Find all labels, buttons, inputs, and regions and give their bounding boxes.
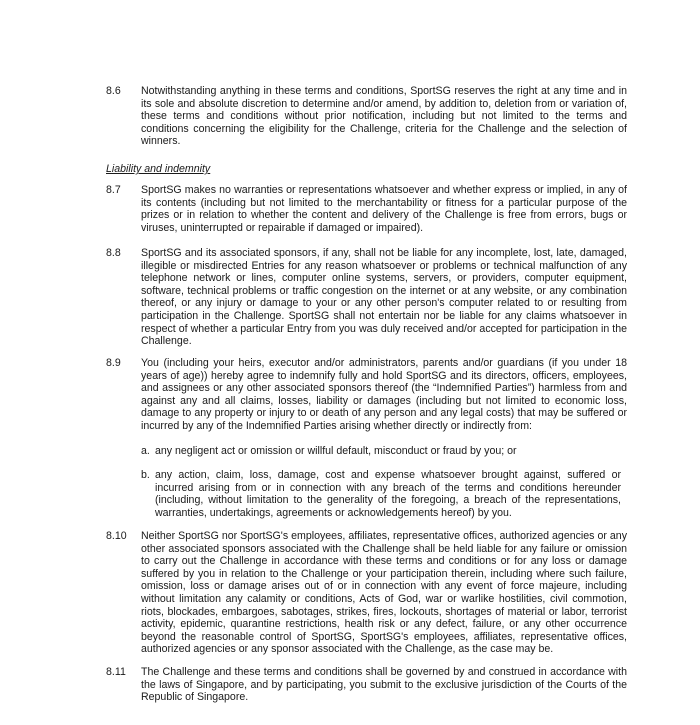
clause-text: Neither SportSG nor SportSG's employees, affiliates, representative offices, authorized agencies or any other associated sponsors associated with the Challenge shall be held liable for any failure or omission to carry out the Challenge in accordance with these terms and conditions or for any loss or damage suffered by you in relation to the Challenge or your participation therein, including where such failure, omission, loss or damage arises out of or in connection with any event of force majeure, including without limitation any calamity or conditions, Acts of God, war or warlike hostilities, civil commotion, riots, blockades, embargoes, sabotages, strikes, fires, lockouts, shortages of material or labor, terrorist activity, epidemic, quarantine restrictions, health risk or any defect, failure, or any other occurrence beyond the reasonable control of SportSG, SportSG's employees, affiliates, representative offices, authorized agencies or any sponsor associated with the Challenge, as the case may be.: [141, 530, 627, 656]
sub-text: any negligent act or omission or willful default, misconduct or fraud by you; or: [155, 445, 517, 457]
sub-letter: b.: [141, 469, 150, 481]
clause-text: SportSG makes no warranties or representations whatsoever and whether express or implied, in any of its contents (including but not limited to the merchantability or fitness for a particular purpose of the prizes or in relation to whether the content and delivery of the Challenge is free from errors, bugs or viruses, uninterrupted or repairable if damaged or impaired).: [141, 184, 627, 234]
clause-number: 8.11: [106, 666, 126, 678]
clause-text: You (including your heirs, executor and/or administrators, parents and/or guardians (if you under 18 years of age)) hereby agree to indemnify fully and hold SportSG and its directors, officers, employees, and assignees or any other associated sponsors thereof (the “Indemnified Parties”) harmless from and against any and all claims, losses, liability or damages (including but not limited to economic loss, damage to any property or injury to or death of any person and any legal costs) that may be suffered or incurred by any of the Indemnified Parties arising whether directly or indirectly from:: [141, 357, 627, 432]
clause-number: 8.6: [106, 85, 121, 97]
section-heading-liability: Liability and indemnity: [106, 163, 211, 175]
clause-text: The Challenge and these terms and conditions shall be governed by and construed in accordance with the laws of Singapore, and by participating, you submit to the exclusive jurisdiction of the Courts of the Republic of Singapore.: [141, 666, 627, 704]
clause-number: 8.10: [106, 530, 127, 542]
clause-text: Notwithstanding anything in these terms and conditions, SportSG reserves the right at any time and in its sole and absolute discretion to determine and/or amend, by addition to, deletion from or variation of, these terms and conditions without prior notification, including but not limited to the terms and conditions concerning the eligibility for the Challenge, criteria for the Challenge and the selection of winners.: [141, 85, 627, 148]
sub-letter: a.: [141, 445, 150, 457]
clause-text: SportSG and its associated sponsors, if any, shall not be liable for any incomplete, lost, late, damaged, illegible or misdirected Entries for any reason whatsoever or problems or technical malfunction of any telephone network or lines, computer online systems, servers, or providers, computer equipment, software, technical problems or traffic congestion on the internet or at any website, or any combination thereof, or any injury or damage to your or any other person's computer related to or resulting from participation in the Challenge. SportSG shall not entertain nor be liable for any claims whatsoever in respect of whether a particular Entry from you was duly received and/or accepted for participation in the Challenge.: [141, 247, 627, 348]
clause-number: 8.9: [106, 357, 121, 369]
sub-text: any action, claim, loss, damage, cost and expense whatsoever brought against, suffered or incurred arising from or in connection with any breach of the terms and conditions hereunder (including, without limitation to the generality of the foregoing, a breach of the representations, warranties, undertakings, agreements or acknowledgements hereof) by you.: [155, 469, 621, 519]
clause-number: 8.7: [106, 184, 121, 196]
clause-number: 8.8: [106, 247, 121, 259]
